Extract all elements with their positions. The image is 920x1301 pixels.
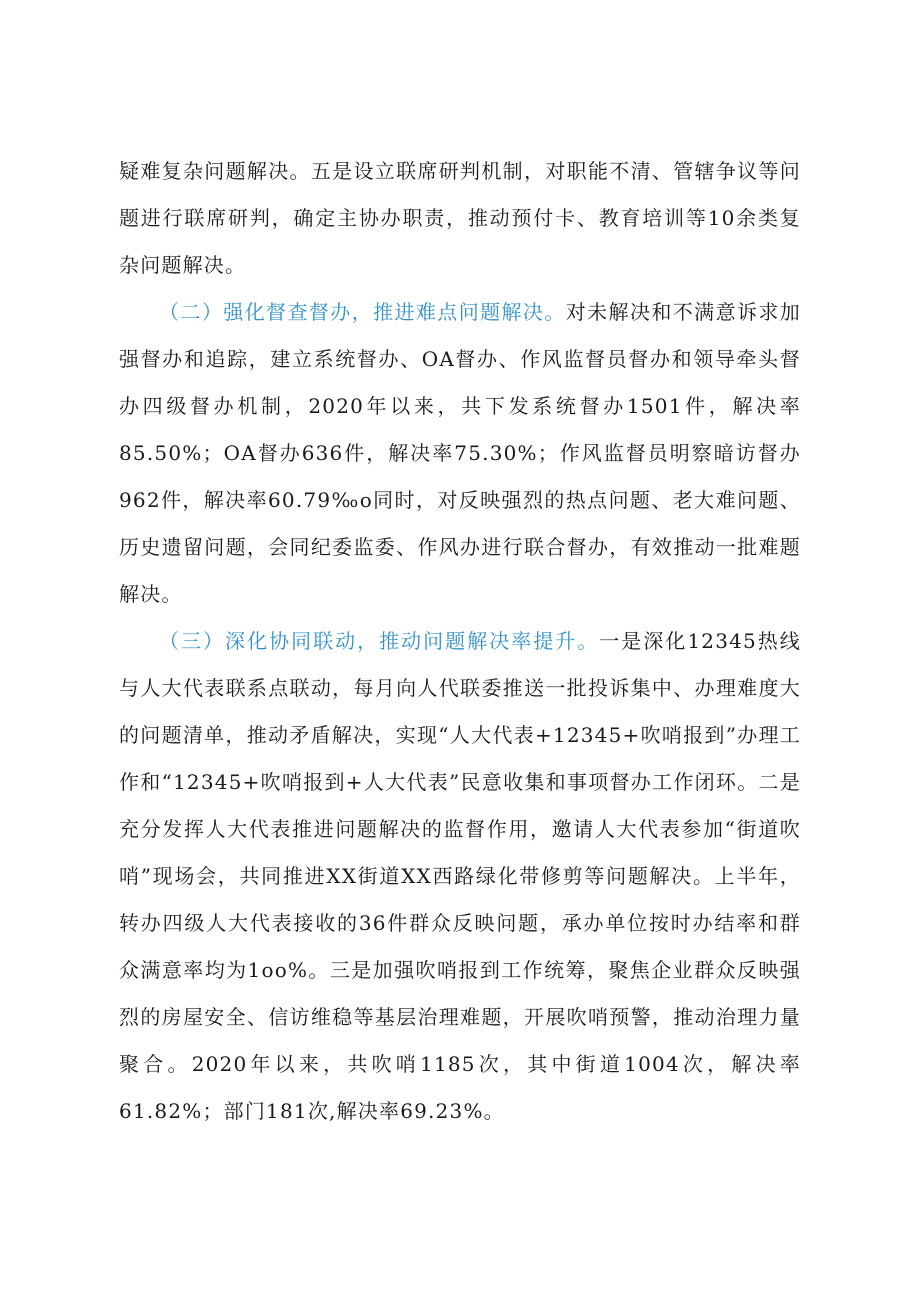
paragraph-continuation: [119, 148, 801, 289]
paragraph-section-3: [119, 618, 801, 1135]
paragraph-section-2: [119, 289, 801, 618]
document-body: [119, 148, 801, 1135]
section-heading: （三）深化协同联动，推动问题解决率提升。: [159, 629, 600, 653]
paragraph-text: 一是深化12345热线与人大代表联系点联动，每月向人代联委推送一批投诉集中、办理难度大的问题清单，推动矛盾解决，实现“人大代表+12345+吹哨报到”办理工作和“12345+吹哨报到+人大代表”民意收集和事项督办工作闭环。二是充分发挥人大代表推进问题解决的监督作用，邀请人大代表参加“街道吹哨”现场会，共同推进XX街道XX西路绿化带修剪等问题解决。上半年，转办四级人大代表接收的36件群众反映问题，承办单位按时办结率和群众满意率均为1oo%。三是加强吹哨报到工作统筹，聚焦企业群众反映强烈的房屋安全、信访维稳等基层治理难题，开展吹哨预警，推动治理力量聚合。2020年以来，共吹哨1185次，其中街道1004次，解决率61.82%；部门181次,解决率69.23%。: [119, 629, 802, 1123]
paragraph-text: 疑难复杂问题解决。五是设立联席研判机制，对职能不清、管辖争议等问题进行联席研判，确定主协办职责，推动预付卡、教育培训等10余类复杂问题解决。: [119, 159, 801, 277]
section-heading: （二）强化督查督办，推进难点问题解决。: [159, 300, 566, 324]
paragraph-text: 对未解决和不满意诉求加强督办和追踪，建立系统督办、OA督办、作风监督员督办和领导牵头督办四级督办机制，2020年以来，共下发系统督办1501件，解决率85.50%；OA督办636件，解决率75.30%；作风监督员明察暗访督办962件，解决率60.79‰o同时，对反映强烈的热点问题、老大难问题、历史遗留问题，会同纪委监委、作风办进行联合督办，有效推动一批难题解决。: [119, 300, 801, 606]
